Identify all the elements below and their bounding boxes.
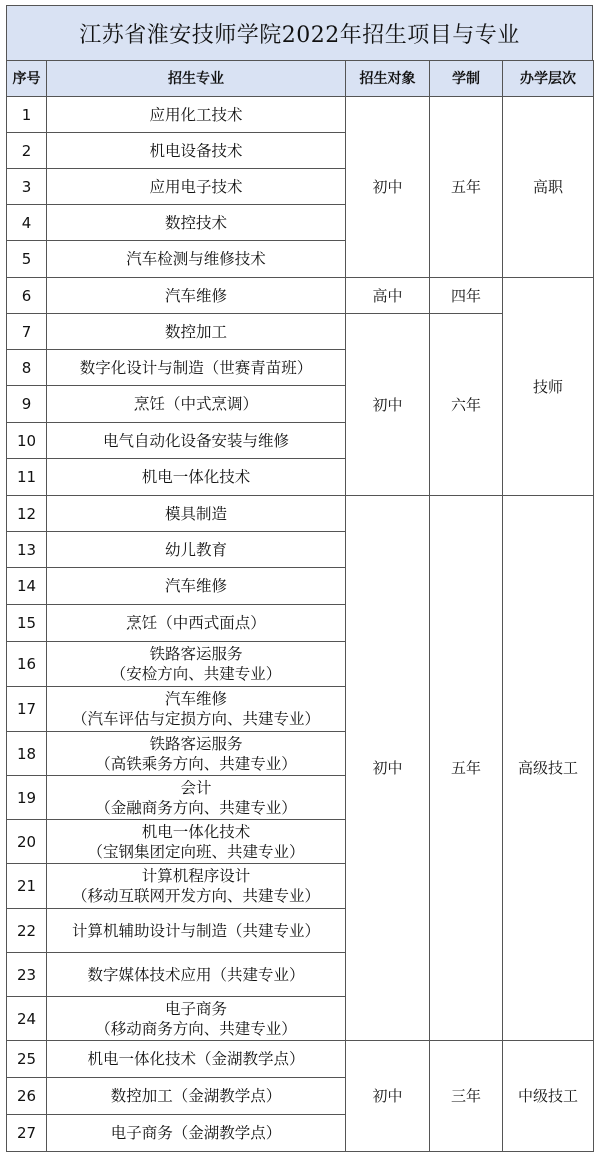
major-cell bbox=[47, 776, 346, 820]
major-cell bbox=[47, 496, 346, 532]
major-cell bbox=[47, 864, 346, 909]
major-name: 铁路客运服务 bbox=[149, 734, 243, 753]
major-note: （汽车评估与定损方向、共建专业） bbox=[71, 710, 320, 728]
row-index: 2 bbox=[7, 133, 47, 169]
row-index: 9 bbox=[7, 386, 47, 423]
row-index: 22 bbox=[7, 909, 47, 953]
header-major: 招生专业 bbox=[47, 61, 346, 97]
major-cell bbox=[47, 97, 346, 133]
major-name: 汽车检测与维修技术 bbox=[126, 250, 266, 268]
header-index: 序号 bbox=[7, 61, 47, 97]
major-name: 机电一体化技术（金湖教学点） bbox=[87, 1050, 305, 1068]
major-cell bbox=[47, 133, 346, 169]
row-index: 5 bbox=[7, 241, 47, 278]
major-cell bbox=[47, 241, 346, 278]
target-cell: 高中 bbox=[346, 278, 430, 314]
row-index: 1 bbox=[7, 97, 47, 133]
major-cell bbox=[47, 605, 346, 642]
row-index: 15 bbox=[7, 605, 47, 642]
target-cell: 初中 bbox=[346, 97, 430, 278]
major-cell bbox=[47, 687, 346, 732]
enrollment-sheet bbox=[6, 5, 593, 1153]
row-index: 8 bbox=[7, 350, 47, 386]
row-index: 11 bbox=[7, 459, 47, 496]
major-cell bbox=[47, 953, 346, 997]
table-row bbox=[7, 278, 594, 314]
major-name: 汽车维修 bbox=[164, 286, 227, 305]
major-note: （移动互联网开发方向、共建专业） bbox=[71, 887, 320, 905]
major-name: 计算机程序设计 bbox=[141, 867, 251, 885]
row-index: 3 bbox=[7, 169, 47, 205]
row-index: 26 bbox=[7, 1078, 47, 1115]
major-cell bbox=[47, 568, 346, 605]
row-index: 21 bbox=[7, 864, 47, 909]
target-cell: 初中 bbox=[346, 314, 430, 496]
major-name: 电子商务（金湖教学点） bbox=[110, 1124, 282, 1142]
row-index: 6 bbox=[7, 278, 47, 314]
row-index: 12 bbox=[7, 496, 47, 532]
major-name: 数控加工 bbox=[164, 322, 227, 341]
duration-cell: 五年 bbox=[430, 496, 503, 1041]
major-cell bbox=[47, 350, 346, 386]
row-index: 14 bbox=[7, 568, 47, 605]
major-cell bbox=[47, 278, 346, 314]
duration-cell: 四年 bbox=[430, 278, 503, 314]
major-cell bbox=[47, 532, 346, 568]
major-name: 机电一体化技术 bbox=[141, 468, 251, 486]
major-cell bbox=[47, 1115, 346, 1152]
row-index: 24 bbox=[7, 997, 47, 1041]
major-cell bbox=[47, 820, 346, 864]
major-name: 烹饪（中式烹调） bbox=[133, 395, 258, 413]
major-name: 汽车维修 bbox=[164, 690, 227, 708]
enrollment-table bbox=[6, 60, 594, 1152]
major-cell bbox=[47, 1078, 346, 1115]
major-name: 数控加工（金湖教学点） bbox=[110, 1087, 282, 1105]
major-name: 电子商务 bbox=[164, 999, 227, 1018]
major-cell bbox=[47, 732, 346, 776]
major-cell bbox=[47, 423, 346, 459]
major-note: （宝钢集团定向班、共建专业） bbox=[87, 842, 305, 861]
row-index: 7 bbox=[7, 314, 47, 350]
major-cell bbox=[47, 169, 346, 205]
major-name: 电气自动化设备安装与维修 bbox=[102, 431, 289, 450]
table-row bbox=[7, 496, 594, 532]
major-name: 机电设备技术 bbox=[149, 141, 243, 160]
major-cell bbox=[47, 1041, 346, 1078]
major-name: 烹饪（中西式面点） bbox=[126, 614, 266, 632]
major-name: 幼儿教育 bbox=[164, 540, 227, 559]
major-cell bbox=[47, 205, 346, 241]
row-index: 23 bbox=[7, 953, 47, 997]
major-cell bbox=[47, 909, 346, 953]
row-index: 27 bbox=[7, 1115, 47, 1152]
level-cell: 高职 bbox=[503, 97, 594, 278]
header-row bbox=[7, 61, 594, 97]
row-index: 13 bbox=[7, 532, 47, 568]
major-cell bbox=[47, 314, 346, 350]
duration-cell: 六年 bbox=[430, 314, 503, 496]
major-cell bbox=[47, 386, 346, 423]
level-cell: 技师 bbox=[503, 278, 594, 496]
major-name: 应用化工技术 bbox=[149, 105, 243, 124]
target-cell: 初中 bbox=[346, 1041, 430, 1152]
major-name: 数字化设计与制造（世赛青苗班） bbox=[79, 358, 313, 377]
major-cell bbox=[47, 642, 346, 687]
target-cell: 初中 bbox=[346, 496, 430, 1041]
duration-cell: 三年 bbox=[430, 1041, 503, 1152]
page-title: 江苏省淮安技师学院2022年招生项目与专业 bbox=[6, 5, 593, 61]
major-note: （安检方向、共建专业） bbox=[110, 665, 282, 683]
major-cell bbox=[47, 459, 346, 496]
major-note: （高铁乘务方向、共建专业） bbox=[95, 754, 297, 773]
row-index: 17 bbox=[7, 687, 47, 732]
major-name: 汽车维修 bbox=[164, 577, 227, 595]
row-index: 25 bbox=[7, 1041, 47, 1078]
table-row bbox=[7, 1041, 594, 1078]
major-name: 模具制造 bbox=[164, 504, 227, 523]
row-index: 16 bbox=[7, 642, 47, 687]
major-name: 计算机辅助设计与制造（共建专业） bbox=[71, 921, 320, 940]
major-cell bbox=[47, 997, 346, 1041]
major-name: 会计 bbox=[180, 778, 212, 797]
header-level: 办学层次 bbox=[503, 61, 594, 97]
header-target: 招生对象 bbox=[346, 61, 430, 97]
row-index: 19 bbox=[7, 776, 47, 820]
major-note: （移动商务方向、共建专业） bbox=[95, 1019, 297, 1038]
row-index: 10 bbox=[7, 423, 47, 459]
level-cell: 高级技工 bbox=[503, 496, 594, 1041]
major-note: （金融商务方向、共建专业） bbox=[95, 798, 297, 817]
major-name: 铁路客运服务 bbox=[149, 645, 243, 663]
row-index: 4 bbox=[7, 205, 47, 241]
major-name: 机电一体化技术 bbox=[141, 822, 251, 841]
level-cell: 中级技工 bbox=[503, 1041, 594, 1152]
duration-cell: 五年 bbox=[430, 97, 503, 278]
row-index: 18 bbox=[7, 732, 47, 776]
table-row bbox=[7, 97, 594, 133]
header-duration: 学制 bbox=[430, 61, 503, 97]
row-index: 20 bbox=[7, 820, 47, 864]
major-name: 应用电子技术 bbox=[149, 177, 243, 196]
major-name: 数控技术 bbox=[164, 213, 227, 232]
major-name: 数字媒体技术应用（共建专业） bbox=[87, 965, 305, 984]
